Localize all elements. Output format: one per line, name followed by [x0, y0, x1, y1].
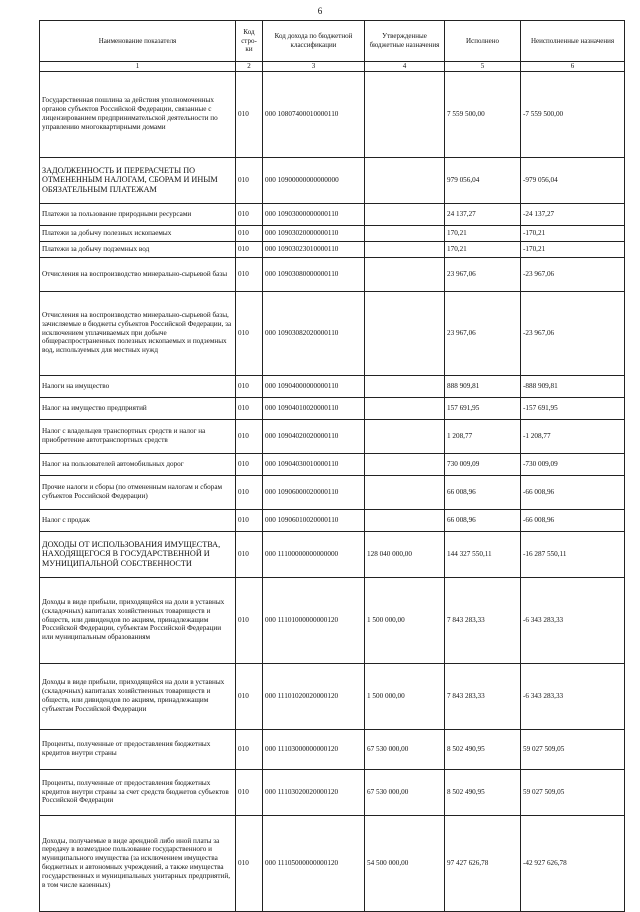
- row-name: Проценты, полученные от предоставления бюджетных кредитов внутри страны: [40, 729, 236, 769]
- row-approved: 1 500 000,00: [365, 577, 445, 663]
- table-row: [40, 241, 625, 257]
- table-row: [40, 419, 625, 453]
- row-income-code: 000 10903080000000110: [263, 257, 365, 291]
- row-income-code: 000 10904020020000110: [263, 419, 365, 453]
- row-line-code: 010: [236, 769, 263, 815]
- row-approved: [365, 257, 445, 291]
- row-approved: 67 530 000,00: [365, 729, 445, 769]
- row-executed: 8 502 490,95: [445, 729, 521, 769]
- row-executed: 23 967,06: [445, 257, 521, 291]
- row-executed: 7 559 500,00: [445, 71, 521, 157]
- row-line-code: 010: [236, 225, 263, 241]
- row-name: Налог с владельцев транспортных средств и налог на приобретение автотранспортных средств: [40, 419, 236, 453]
- table-row: [40, 157, 625, 203]
- row-line-code: 010: [236, 531, 263, 577]
- row-unexecuted: -888 909,81: [521, 375, 625, 397]
- row-unexecuted: -730 009,09: [521, 453, 625, 475]
- row-unexecuted: -1 208,77: [521, 419, 625, 453]
- row-income-code: 000 10903000000000110: [263, 203, 365, 225]
- row-name: ЗАДОЛЖЕННОСТЬ И ПЕРЕРАСЧЕТЫ ПО ОТМЕНЕННЫМ НАЛОГАМ, СБОРАМ И ИНЫМ ОБЯЗАТЕЛЬНЫМ ПЛАТЕЖАМ: [40, 157, 236, 203]
- column-number: 3: [263, 62, 365, 72]
- row-executed: 144 327 550,11: [445, 531, 521, 577]
- row-income-code: 000 10906000020000110: [263, 475, 365, 509]
- row-line-code: 010: [236, 71, 263, 157]
- row-executed: 66 008,96: [445, 509, 521, 531]
- row-name: Государственная пошлина за действия уполномоченных органов субъектов Российской Федерации, связанные с лицензированием предпринимательской деятельности по управлению многоквартирными домами: [40, 71, 236, 157]
- row-income-code: 000 10903082020000110: [263, 291, 365, 375]
- row-line-code: 010: [236, 157, 263, 203]
- row-unexecuted: -6 343 283,33: [521, 663, 625, 729]
- column-number: 1: [40, 62, 236, 72]
- row-executed: 170,21: [445, 241, 521, 257]
- row-unexecuted: -23 967,06: [521, 257, 625, 291]
- table-row: [40, 663, 625, 729]
- row-name: Платежи за добычу полезных ископаемых: [40, 225, 236, 241]
- row-name: Отчисления на воспроизводство минерально-сырьевой базы: [40, 257, 236, 291]
- header-row: [40, 21, 625, 62]
- table-row: [40, 475, 625, 509]
- row-name: Платежи за пользование природными ресурсами: [40, 203, 236, 225]
- row-executed: 979 056,04: [445, 157, 521, 203]
- row-income-code: 000 10906010020000110: [263, 509, 365, 531]
- page-number: 6: [317, 6, 323, 16]
- row-approved: [365, 203, 445, 225]
- row-approved: 67 530 000,00: [365, 769, 445, 815]
- row-executed: 8 502 490,95: [445, 769, 521, 815]
- row-approved: 128 040 000,00: [365, 531, 445, 577]
- table-row: [40, 769, 625, 815]
- row-name: Налог на имущество предприятий: [40, 397, 236, 419]
- row-line-code: 010: [236, 397, 263, 419]
- row-unexecuted: -66 008,96: [521, 475, 625, 509]
- row-income-code: 000 10904030010000110: [263, 453, 365, 475]
- row-executed: 97 427 626,78: [445, 815, 521, 911]
- row-income-code: 000 10807400010000110: [263, 71, 365, 157]
- table-row: [40, 375, 625, 397]
- header-income-code: Код дохода по бюджетной классификации: [263, 21, 365, 62]
- column-number: 4: [365, 62, 445, 72]
- row-approved: [365, 475, 445, 509]
- row-line-code: 010: [236, 375, 263, 397]
- row-name: Доходы, получаемые в виде арендной либо иной платы за передачу в возмездное пользование государственного и муниципального имущества (за исключением имущества бюджетных и автономных учреждений, а также имущества государственных и муниципальных унитарных предприятий, в том числе казенных): [40, 815, 236, 911]
- row-unexecuted: -170,21: [521, 241, 625, 257]
- row-line-code: 010: [236, 257, 263, 291]
- table-row: [40, 509, 625, 531]
- table-row: [40, 815, 625, 911]
- row-approved: [365, 241, 445, 257]
- row-income-code: 000 10903023010000110: [263, 241, 365, 257]
- row-name: Налоги на имущество: [40, 375, 236, 397]
- row-approved: [365, 225, 445, 241]
- row-income-code: 000 10903020000000110: [263, 225, 365, 241]
- row-income-code: 000 10900000000000000: [263, 157, 365, 203]
- row-name: Платежи за добычу подземных вод: [40, 241, 236, 257]
- table-row: [40, 729, 625, 769]
- table-row: [40, 257, 625, 291]
- row-income-code: 000 11103020020000120: [263, 769, 365, 815]
- row-name: Прочие налоги и сборы (по отмененным налогам и сборам субъектов Российской Федерации): [40, 475, 236, 509]
- row-approved: [365, 157, 445, 203]
- table-row: [40, 453, 625, 475]
- table-row: [40, 291, 625, 375]
- row-income-code: 000 11100000000000000: [263, 531, 365, 577]
- row-unexecuted: -24 137,27: [521, 203, 625, 225]
- row-income-code: 000 10904000000000110: [263, 375, 365, 397]
- row-name: Доходы в виде прибыли, приходящейся на доли в уставных (складочных) капиталах хозяйственных товариществ и обществ, или дивидендов по акциям, принадлежащим Российской Федерации, субъектам Российской Федерации или муниципальным образованиям: [40, 577, 236, 663]
- row-line-code: 010: [236, 241, 263, 257]
- column-number: 5: [445, 62, 521, 72]
- row-line-code: 010: [236, 475, 263, 509]
- column-number-row: [40, 62, 625, 72]
- row-executed: 66 008,96: [445, 475, 521, 509]
- budget-execution-table: [39, 20, 625, 912]
- row-approved: [365, 71, 445, 157]
- row-name: Проценты, полученные от предоставления бюджетных кредитов внутри страны за счет средств бюджетов субъектов Российской Федерации: [40, 769, 236, 815]
- row-approved: 1 500 000,00: [365, 663, 445, 729]
- row-unexecuted: 59 027 509,05: [521, 769, 625, 815]
- header-unexecuted: Неисполненные назначения: [521, 21, 625, 62]
- table-row: [40, 397, 625, 419]
- row-name: Доходы в виде прибыли, приходящейся на доли в уставных (складочных) капиталах хозяйственных товариществ и обществ, или дивидендов по акциям, принадлежащим субъектам Российской Федерации: [40, 663, 236, 729]
- column-number: 2: [236, 62, 263, 72]
- row-unexecuted: -979 056,04: [521, 157, 625, 203]
- row-approved: [365, 291, 445, 375]
- row-line-code: 010: [236, 729, 263, 769]
- row-approved: 54 500 000,00: [365, 815, 445, 911]
- header-approved: Утвержденные бюджетные назначения: [365, 21, 445, 62]
- row-approved: [365, 397, 445, 419]
- row-unexecuted: -42 927 626,78: [521, 815, 625, 911]
- row-name: ДОХОДЫ ОТ ИСПОЛЬЗОВАНИЯ ИМУЩЕСТВА, НАХОДЯЩЕГОСЯ В ГОСУДАРСТВЕННОЙ И МУНИЦИПАЛЬНОЙ СОБСТВЕННОСТИ: [40, 531, 236, 577]
- table-row: [40, 225, 625, 241]
- row-line-code: 010: [236, 509, 263, 531]
- row-executed: 888 909,81: [445, 375, 521, 397]
- row-unexecuted: -23 967,06: [521, 291, 625, 375]
- row-unexecuted: -157 691,95: [521, 397, 625, 419]
- table-row: [40, 531, 625, 577]
- row-unexecuted: -170,21: [521, 225, 625, 241]
- row-line-code: 010: [236, 663, 263, 729]
- row-name: Отчисления на воспроизводство минерально-сырьевой базы, зачисляемые в бюджеты субъектов Российской Федерации, за исключением уплачиваемых при добыче общераспространенных полезных ископаемых и подземных вод, используемых для местных нужд: [40, 291, 236, 375]
- header-line-code: Код стро-ки: [236, 21, 263, 62]
- row-line-code: 010: [236, 291, 263, 375]
- row-approved: [365, 375, 445, 397]
- header-name: Наименование показателя: [40, 21, 236, 62]
- table-row: [40, 577, 625, 663]
- row-line-code: 010: [236, 453, 263, 475]
- row-income-code: 000 11101020020000120: [263, 663, 365, 729]
- row-line-code: 010: [236, 419, 263, 453]
- row-executed: 24 137,27: [445, 203, 521, 225]
- row-unexecuted: -7 559 500,00: [521, 71, 625, 157]
- row-executed: 1 208,77: [445, 419, 521, 453]
- row-executed: 157 691,95: [445, 397, 521, 419]
- row-income-code: 000 11103000000000120: [263, 729, 365, 769]
- row-income-code: 000 10904010020000110: [263, 397, 365, 419]
- row-unexecuted: 59 027 509,05: [521, 729, 625, 769]
- row-unexecuted: -6 343 283,33: [521, 577, 625, 663]
- row-name: Налог с продаж: [40, 509, 236, 531]
- table-row: [40, 71, 625, 157]
- row-income-code: 000 11105000000000120: [263, 815, 365, 911]
- table-row: [40, 203, 625, 225]
- row-approved: [365, 453, 445, 475]
- row-executed: 170,21: [445, 225, 521, 241]
- row-line-code: 010: [236, 203, 263, 225]
- row-income-code: 000 11101000000000120: [263, 577, 365, 663]
- row-line-code: 010: [236, 815, 263, 911]
- row-line-code: 010: [236, 577, 263, 663]
- header-executed: Исполнено: [445, 21, 521, 62]
- row-executed: 7 843 283,33: [445, 577, 521, 663]
- row-executed: 7 843 283,33: [445, 663, 521, 729]
- row-approved: [365, 509, 445, 531]
- row-name: Налог на пользователей автомобильных дорог: [40, 453, 236, 475]
- row-approved: [365, 419, 445, 453]
- row-executed: 730 009,09: [445, 453, 521, 475]
- row-unexecuted: -16 287 550,11: [521, 531, 625, 577]
- row-executed: 23 967,06: [445, 291, 521, 375]
- column-number: 6: [521, 62, 625, 72]
- row-unexecuted: -66 008,96: [521, 509, 625, 531]
